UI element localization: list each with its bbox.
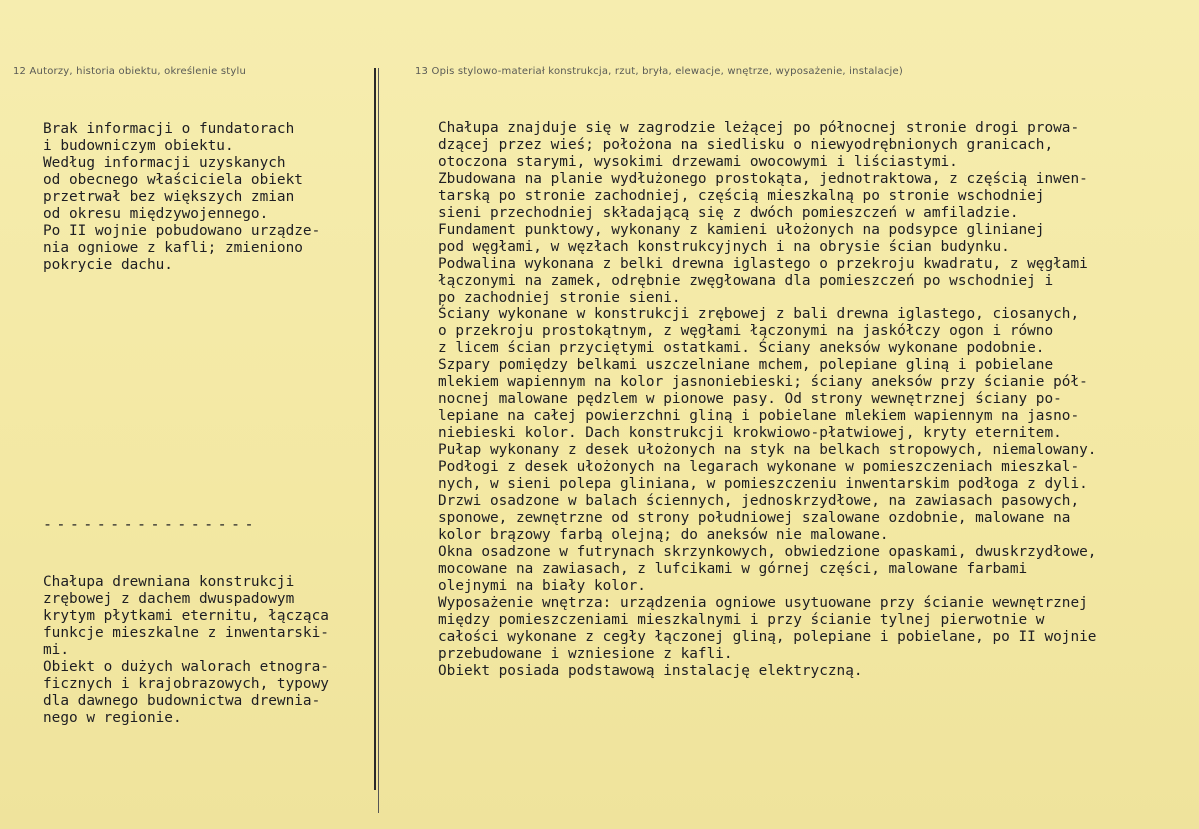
text-line: przebudowane i wzniesione z kafli. <box>438 645 733 662</box>
column-divider-line-secondary <box>378 68 379 813</box>
text-line: Drzwi osadzone w balach ściennych, jednoskrzydłowe, na zawiasach pasowych, <box>438 492 1080 509</box>
text-line: i budowniczym obiektu. <box>43 137 234 154</box>
text-line: otoczona starymi, wysokimi drzewami owocowymi i liściastymi. <box>438 153 958 170</box>
text-line: mi. <box>43 641 69 658</box>
text-line: sponowe, zewnętrzne od strony południowej szalowane ozdobnie, malowane na <box>438 509 1071 526</box>
text-line: Zbudowana na planie wydłużonego prostokąta, jednotraktowa, z częścią inwen- <box>438 170 1088 187</box>
right-column-header: 13 Opis stylowo-materiał konstrukcja, rzut, bryła, elewacje, wnętrze, wyposażenie, instalacje) <box>415 66 903 77</box>
text-line: dzącej przez wieś; położona na siedlisku o niewyodrębnionych granicach, <box>438 136 1054 153</box>
text-line: łączonymi na zamek, odrębnie zwęgłowana dla pomieszczeń po wschodniej i <box>438 272 1054 289</box>
column-divider-line <box>374 68 376 790</box>
text-line: Wyposażenie wnętrza: urządzenia ogniowe usytuowane przy ścianie wewnętrznej <box>438 594 1088 611</box>
text-line: nia ogniowe z kafli; zmieniono <box>43 239 303 256</box>
text-line: krytym płytkami eternitu, łącząca <box>43 607 329 624</box>
text-line: przetrwał bez większych zmian <box>43 188 295 205</box>
text-line: nocnej malowane pędzlem w pionowe pasy. Od strony wewnętrznej ściany po- <box>438 391 1062 408</box>
text-line: od okresu międzywojennego. <box>43 205 269 222</box>
right-description-text <box>438 120 1096 679</box>
text-line: z licem ścian przyciętymi ostatkami. Ściany aneksów wykonane podobnie. <box>438 340 1045 357</box>
text-line: mocowane na zawiasach, z lufcikami w górnej części, malowane farbami <box>438 560 1028 577</box>
text-line: dla dawnego budownictwa drewnia- <box>43 692 321 709</box>
text-line: po zachodniej stronie sieni. <box>438 289 681 306</box>
text-line: lepiane na całej powierzchni gliną i pobielane mlekiem wapiennym na jasno- <box>438 408 1080 425</box>
text-line: kolor brązowy farbą olejną; do aneksów nie malowane. <box>438 526 889 543</box>
text-line: pokrycie dachu. <box>43 256 173 273</box>
text-line: Obiekt posiada podstawową instalację elektryczną. <box>438 662 863 679</box>
text-line: Pułap wykonany z desek ułożonych na styk na belkach stropowych, niemalowany. <box>438 442 1097 459</box>
text-line: Podwalina wykonana z belki drewna iglastego o przekroju kwadratu, z węgłami <box>438 255 1088 272</box>
text-line: zrębowej z dachem dwuspadowym <box>43 590 295 607</box>
text-line: Szpary pomiędzy belkami uszczelniane mchem, polepiane gliną i pobielane <box>438 357 1054 374</box>
text-line: nych, w sieni polepa gliniana, w pomieszczeniu inwentarskim podłoga z dyli. <box>438 476 1088 493</box>
text-line: o przekroju prostokątnym, z węgłami łączonymi na jaskółczy ogon i równo <box>438 323 1054 340</box>
left-history-text <box>43 121 320 274</box>
text-line: sieni przechodniej składającą się z dwóch pomieszczeń w amfiladzie. <box>438 204 1019 221</box>
text-line: między pomieszczeniami mieszkalnymi i przy ścianie tylnej pierwotnie w <box>438 611 1045 628</box>
text-line: Podłogi z desek ułożonych na legarach wykonane w pomieszczeniach mieszkal- <box>438 459 1080 476</box>
text-line: Okna osadzone w futrynach skrzynkowych, obwiedzione opaskami, dwuskrzydłowe, <box>438 543 1097 560</box>
text-line: Fundament punktowy, wykonany z kamieni ułożonych na podsypce glinianej <box>438 221 1045 238</box>
text-line: całości wykonane z cegły łączonej gliną, polepiane i pobielane, po II wojnie <box>438 628 1097 645</box>
text-line: od obecnego właściciela obiekt <box>43 171 303 188</box>
text-line: tarską po stronie zachodniej, częścią mieszkalną po stronie wschodniej <box>438 187 1045 204</box>
text-line: Chałupa znajduje się w zagrodzie leżącej po północnej stronie drogi prowa- <box>438 120 1080 136</box>
text-line: ficznych i krajobrazowych, typowy <box>43 675 329 692</box>
dashed-separator: ---------------- <box>43 515 258 533</box>
text-line: Obiekt o dużych walorach etnogra- <box>43 658 329 675</box>
text-line: olejnymi na biały kolor. <box>438 577 646 594</box>
text-line: nego w regionie. <box>43 709 182 726</box>
text-line: mlekiem wapiennym na kolor jasnoniebieski; ściany aneksów przy ścianie pół- <box>438 374 1088 391</box>
left-style-text <box>43 574 329 727</box>
text-line: niebieski kolor. Dach konstrukcji krokwiowo-płatwiowej, kryty eternitem. <box>438 425 1062 442</box>
text-line: Ściany wykonane w konstrukcji zrębowej z bali drewna iglastego, ciosanych, <box>438 306 1080 323</box>
text-line: pod węgłami, w węzłach konstrukcyjnych i na obrysie ścian budynku. <box>438 238 1010 255</box>
text-line: Według informacji uzyskanych <box>43 154 286 171</box>
text-line: Po II wojnie pobudowano urządze- <box>43 222 321 239</box>
text-line: Chałupa drewniana konstrukcji <box>43 574 295 590</box>
left-column-header: 12 Autorzy, historia obiektu, określenie stylu <box>13 66 247 77</box>
text-line: Brak informacji o fundatorach <box>43 121 295 137</box>
text-line: funkcje mieszkalne z inwentarski- <box>43 624 329 641</box>
